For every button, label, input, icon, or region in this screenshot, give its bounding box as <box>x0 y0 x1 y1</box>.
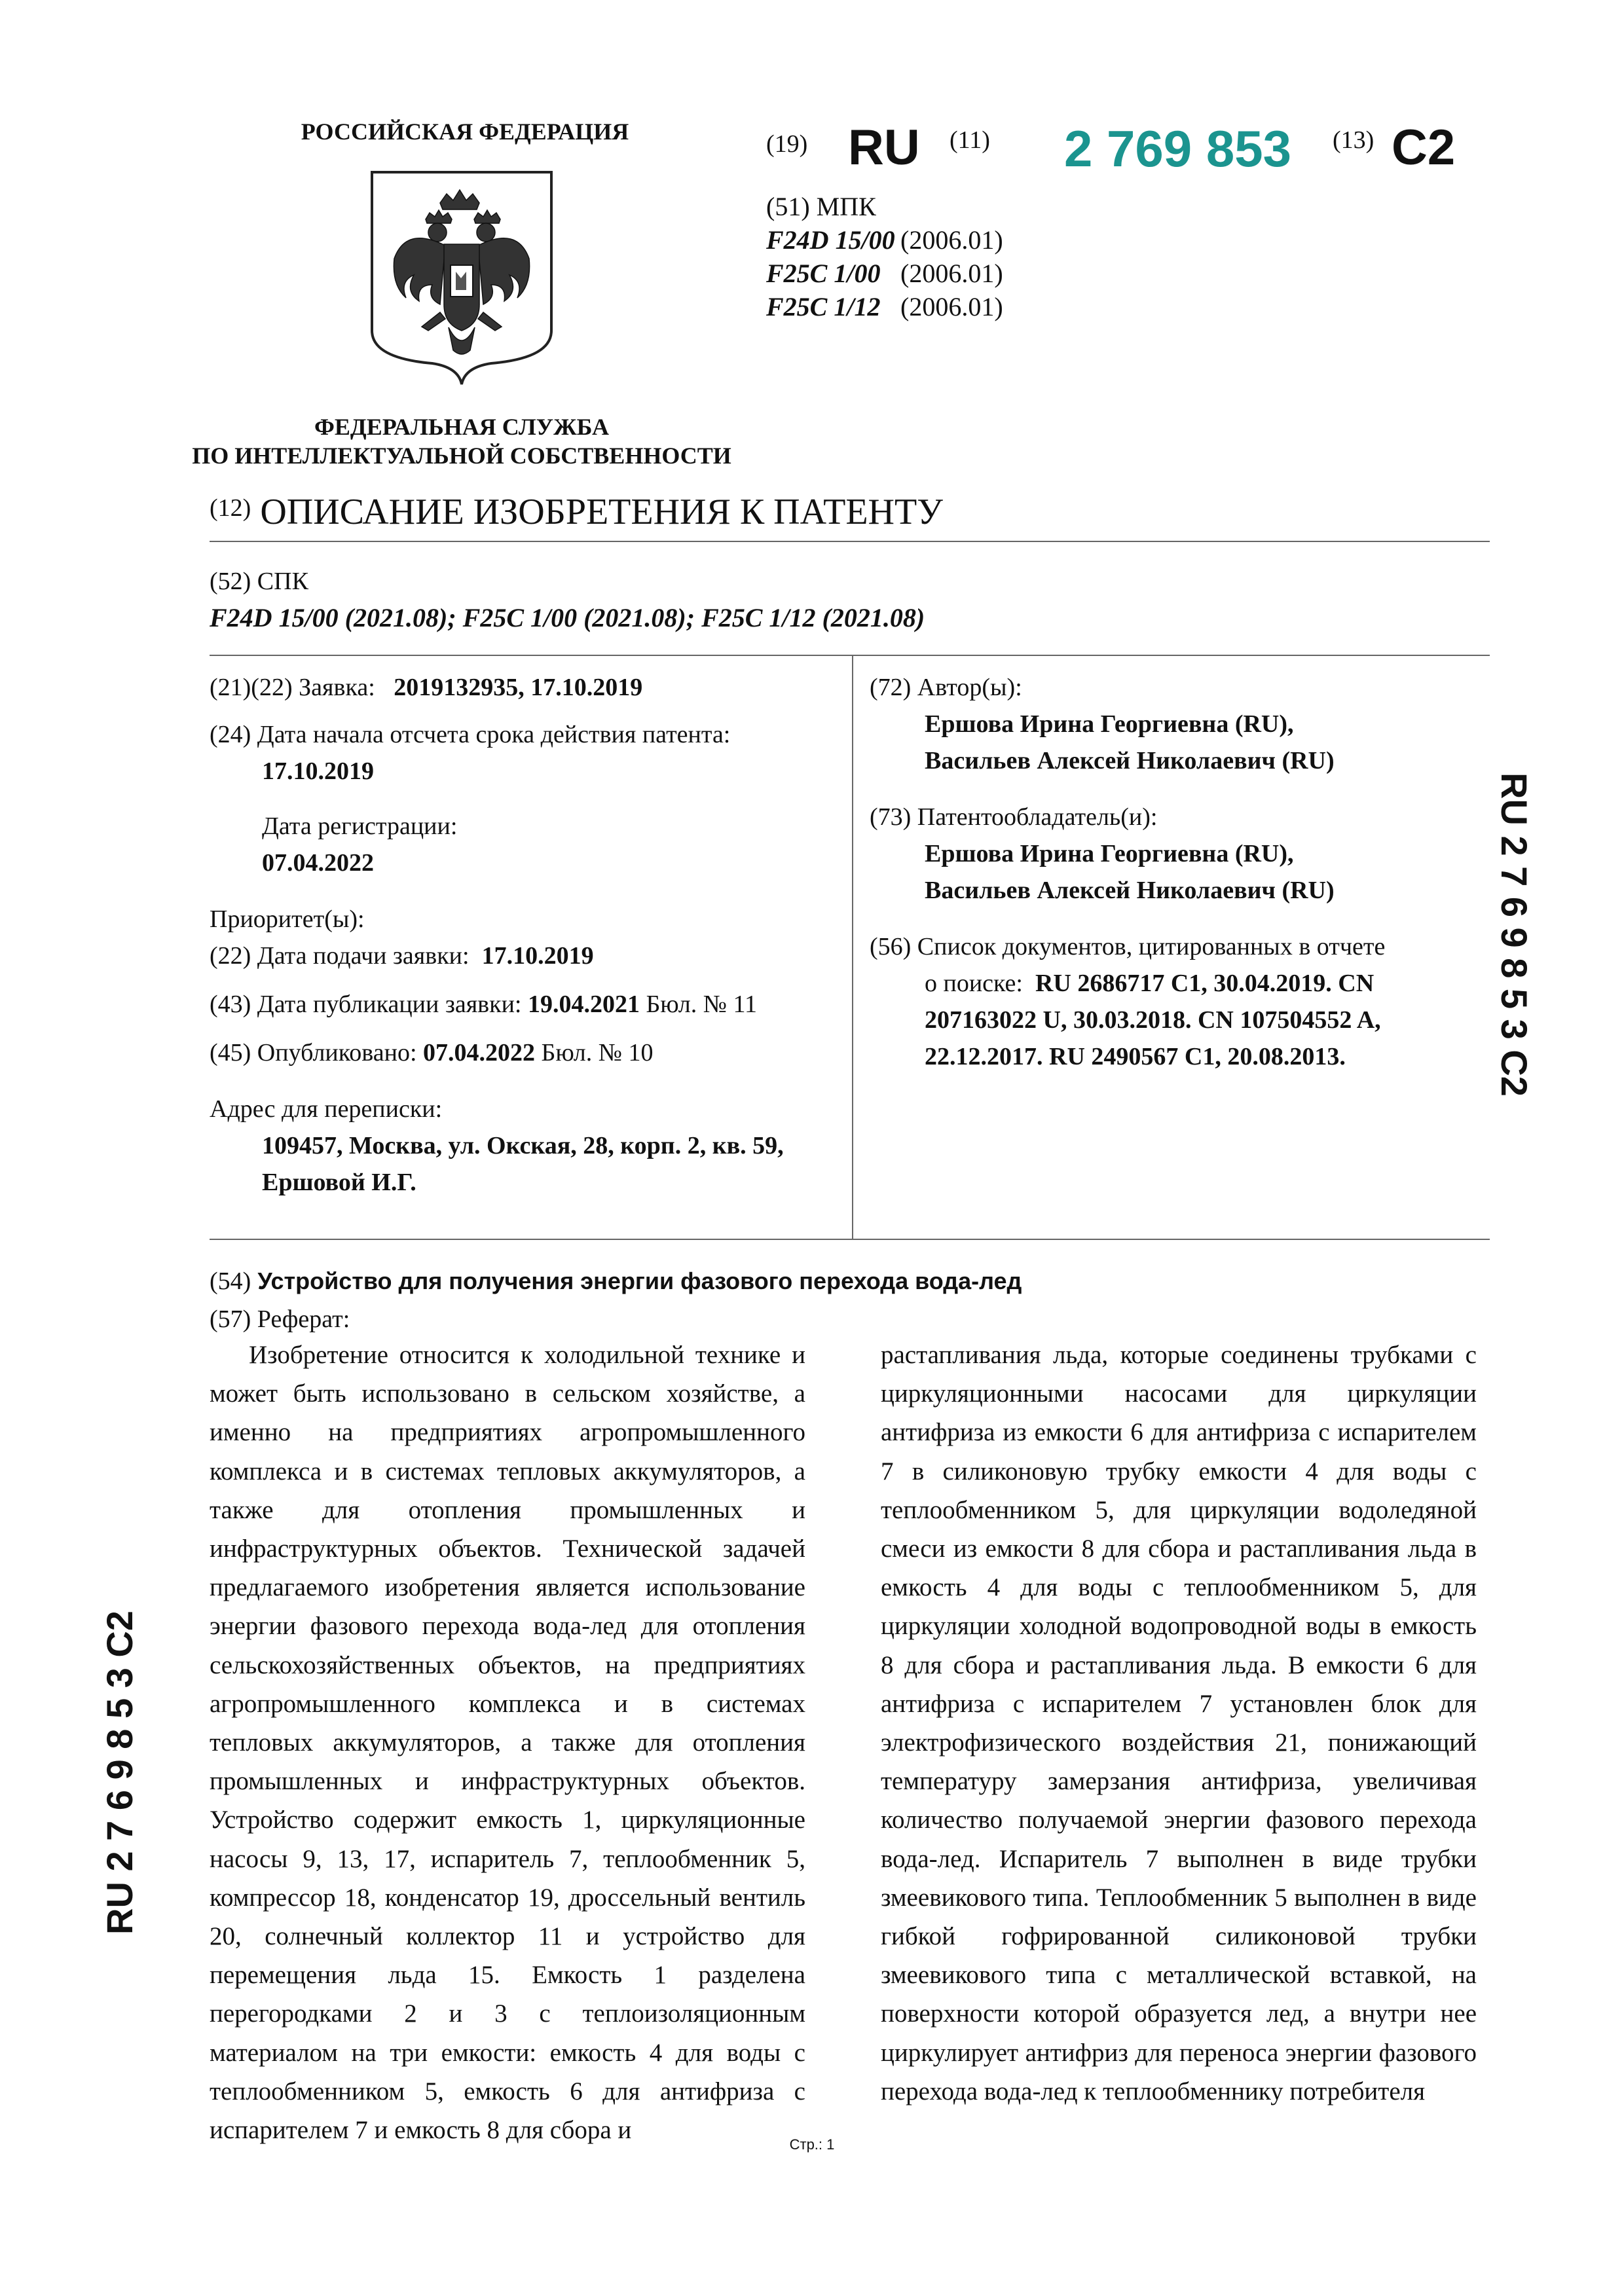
author-name: Васильев Алексей Николаевич (RU) <box>925 747 1335 774</box>
inid-code-11: (11) <box>950 126 990 154</box>
divider-line <box>210 1239 1490 1240</box>
owners-label: (73) Патентообладатель(и): <box>870 803 1158 831</box>
abstract-left-column: Изобретение относится к холодильной технике и может быть использовано в сельском хозяйстве, а именно на предприятиях агропромышленного комплекса и в системах тепловых аккумуляторов, а также для отопления промышленных и инфраструктурных объектов. Технической задачей предлагаемого изобретения является использование энергии фазового перехода вода-лед для отопления сельскохозяйственных объектов, на предприятиях агропромышленного комплекса и в системах тепловых аккумуляторов, а также для отопления промышленных и инфраструктурных объектов. Устройство содержит емкость 1, циркуляционные насосы 9, 13, 17, испаритель 7, теплообменник 5, компрессор 18, конденсатор 19, дроссельный вентиль 20, солнечный коллектор 11 и устройство для перемещения льда 15. Емкость 1 разделена перегородками 2 и 3 с теплоизоляционным материалом на три емкости: емкость 4 для воды с теплообменником 5, емкость 6 для антифриза с испарителем 7 и емкость 8 для сбора и <box>210 1341 805 2145</box>
registration-value: 07.04.2022 <box>262 849 374 877</box>
inid-code-12: (12) <box>210 494 251 522</box>
term-start-label: (24) Дата начала отсчета срока действия патента: <box>210 721 731 748</box>
ipc-version: (2006.01) <box>900 292 1003 321</box>
ipc-row <box>766 223 1003 257</box>
ipc-class: F24D 15/00 <box>766 225 895 255</box>
ipc-row <box>766 290 1003 323</box>
registration-label: Дата регистрации: <box>262 812 458 840</box>
filing-value: 17.10.2019 <box>481 942 594 970</box>
citations-line-1: RU 2686717 C1, 30.04.2019. CN <box>1035 970 1375 997</box>
published-label: (45) Опубликовано: <box>210 1039 417 1066</box>
abstract-right-column: растапливания льда, которые соединены трубками с циркуляционными насосами для циркуляции антифриза из емкости 6 для антифриза с испарителем 7 в силиконовую трубку емкости 4 для воды с теплообменником 5, для циркуляции водоледяной смеси из емкости 8 для сбора и растапливания льда в емкость 4 для воды с теплообменником 5, для циркуляции холодной водопроводной воды в емкость 8 для сбора и растапливания льда. В емкости 6 для антифриза с испарителем 7 установлен блок для электрофизического воздействия 21, понижающий температуру замерзания антифриза, увеличивая количество получаемой энергии фазового перехода вода-лед. Испаритель 7 выполнен в виде трубки змеевикового типа. Теплообменник 5 выполнен в виде гибкой гофрированной силиконовой трубки змеевикового типа с металлической вставкой, на поверхности которой образуется лед, а внутри нее циркулирует антифриз для переноса энергии фазового перехода вода-лед к теплообменнику потребителя <box>881 1341 1477 2105</box>
country-name: РОССИЙСКАЯ ФЕДЕРАЦИЯ <box>301 118 629 145</box>
owner-name: Ершова Ирина Георгиевна (RU), <box>925 840 1294 867</box>
invention-title-text: Устройство для получения энергии фазового перехода вода-лед <box>257 1267 1022 1294</box>
inid-code-13: (13) <box>1333 126 1375 154</box>
term-start-value: 17.10.2019 <box>262 757 374 785</box>
published-value: 07.04.2022 <box>423 1039 536 1066</box>
citations-label: (56) Список документов, цитированных в отчете <box>870 933 1386 960</box>
ipc-label: (51) МПК <box>766 192 876 221</box>
agency-name <box>164 412 760 470</box>
invention-title <box>210 1267 1022 1296</box>
ipc-class: F25C 1/00 <box>766 259 881 288</box>
priority-label: Приоритет(ы): <box>210 905 365 933</box>
authors-label: (72) Автор(ы): <box>870 674 1022 701</box>
page-number: Стр.: 1 <box>789 2136 835 2153</box>
citations-first-row <box>870 965 1492 1002</box>
application-value: 2019132935, 17.10.2019 <box>394 674 643 701</box>
citations-line-2: 207163022 U, 30.03.2018. CN 107504552 A, <box>925 1006 1381 1034</box>
document-title <box>210 491 943 533</box>
divider-line <box>210 655 1490 656</box>
divider-line <box>210 541 1490 542</box>
publication-bulletin: Бюл. № 11 <box>646 991 758 1018</box>
coat-of-arms-emblem <box>367 167 557 390</box>
margin-patent-id-left: RU 2 7 6 9 8 5 3 C2 <box>99 1611 140 1935</box>
ipc-version: (2006.01) <box>900 225 1003 255</box>
document-title-text: ОПИСАНИЕ ИЗОБРЕТЕНИЯ К ПАТЕНТУ <box>260 492 943 532</box>
filing-row <box>210 938 838 974</box>
margin-patent-id-right: RU 2 7 6 9 8 5 3 C2 <box>1494 773 1535 1097</box>
ipc-class: F25C 1/12 <box>766 292 881 321</box>
ipc-version: (2006.01) <box>900 259 1003 288</box>
cpc-block <box>210 563 925 636</box>
application-label: (21)(22) Заявка: <box>210 674 375 701</box>
agency-line-1: ФЕДЕРАЛЬНАЯ СЛУЖБА <box>314 414 609 440</box>
biblio-left-column <box>210 669 838 1201</box>
abstract-label: (57) Реферат: <box>210 1305 350 1333</box>
filing-label: (22) Дата подачи заявки: <box>210 942 470 970</box>
kind-code: C2 <box>1392 120 1456 175</box>
inid-code-54: (54) <box>210 1267 251 1295</box>
patent-number: 2 769 853 <box>1064 120 1292 177</box>
address-line-2: Ершовой И.Г. <box>262 1169 416 1196</box>
publication-row <box>210 986 838 1023</box>
agency-line-2: ПО ИНТЕЛЛЕКТУАЛЬНОЙ СОБСТВЕННОСТИ <box>192 443 731 469</box>
cpc-classes: F24D 15/00 (2021.08); F25C 1/00 (2021.08); F25C 1/12 (2021.08) <box>210 603 925 632</box>
published-row <box>210 1034 838 1071</box>
owner-name: Васильев Алексей Николаевич (RU) <box>925 877 1335 904</box>
column-divider <box>852 656 853 1239</box>
ipc-row <box>766 257 1003 290</box>
citations-prefix: о поиске: <box>925 970 1023 997</box>
citations-line-3: 22.12.2017. RU 2490567 C1, 20.08.2013. <box>925 1043 1346 1070</box>
cpc-label: (52) СПК <box>210 568 308 595</box>
address-line-1: 109457, Москва, ул. Окская, 28, корп. 2, кв. 59, <box>262 1132 784 1159</box>
biblio-right-column <box>870 669 1492 1075</box>
ipc-block <box>766 190 1003 323</box>
country-code: RU <box>848 120 920 175</box>
application-row <box>210 669 838 706</box>
publication-value: 19.04.2021 <box>527 991 640 1018</box>
publication-label: (43) Дата публикации заявки: <box>210 991 522 1018</box>
inid-code-19: (19) <box>766 130 808 158</box>
author-name: Ершова Ирина Георгиевна (RU), <box>925 710 1294 738</box>
address-label: Адрес для переписки: <box>210 1095 443 1123</box>
published-bulletin: Бюл. № 10 <box>541 1039 654 1066</box>
